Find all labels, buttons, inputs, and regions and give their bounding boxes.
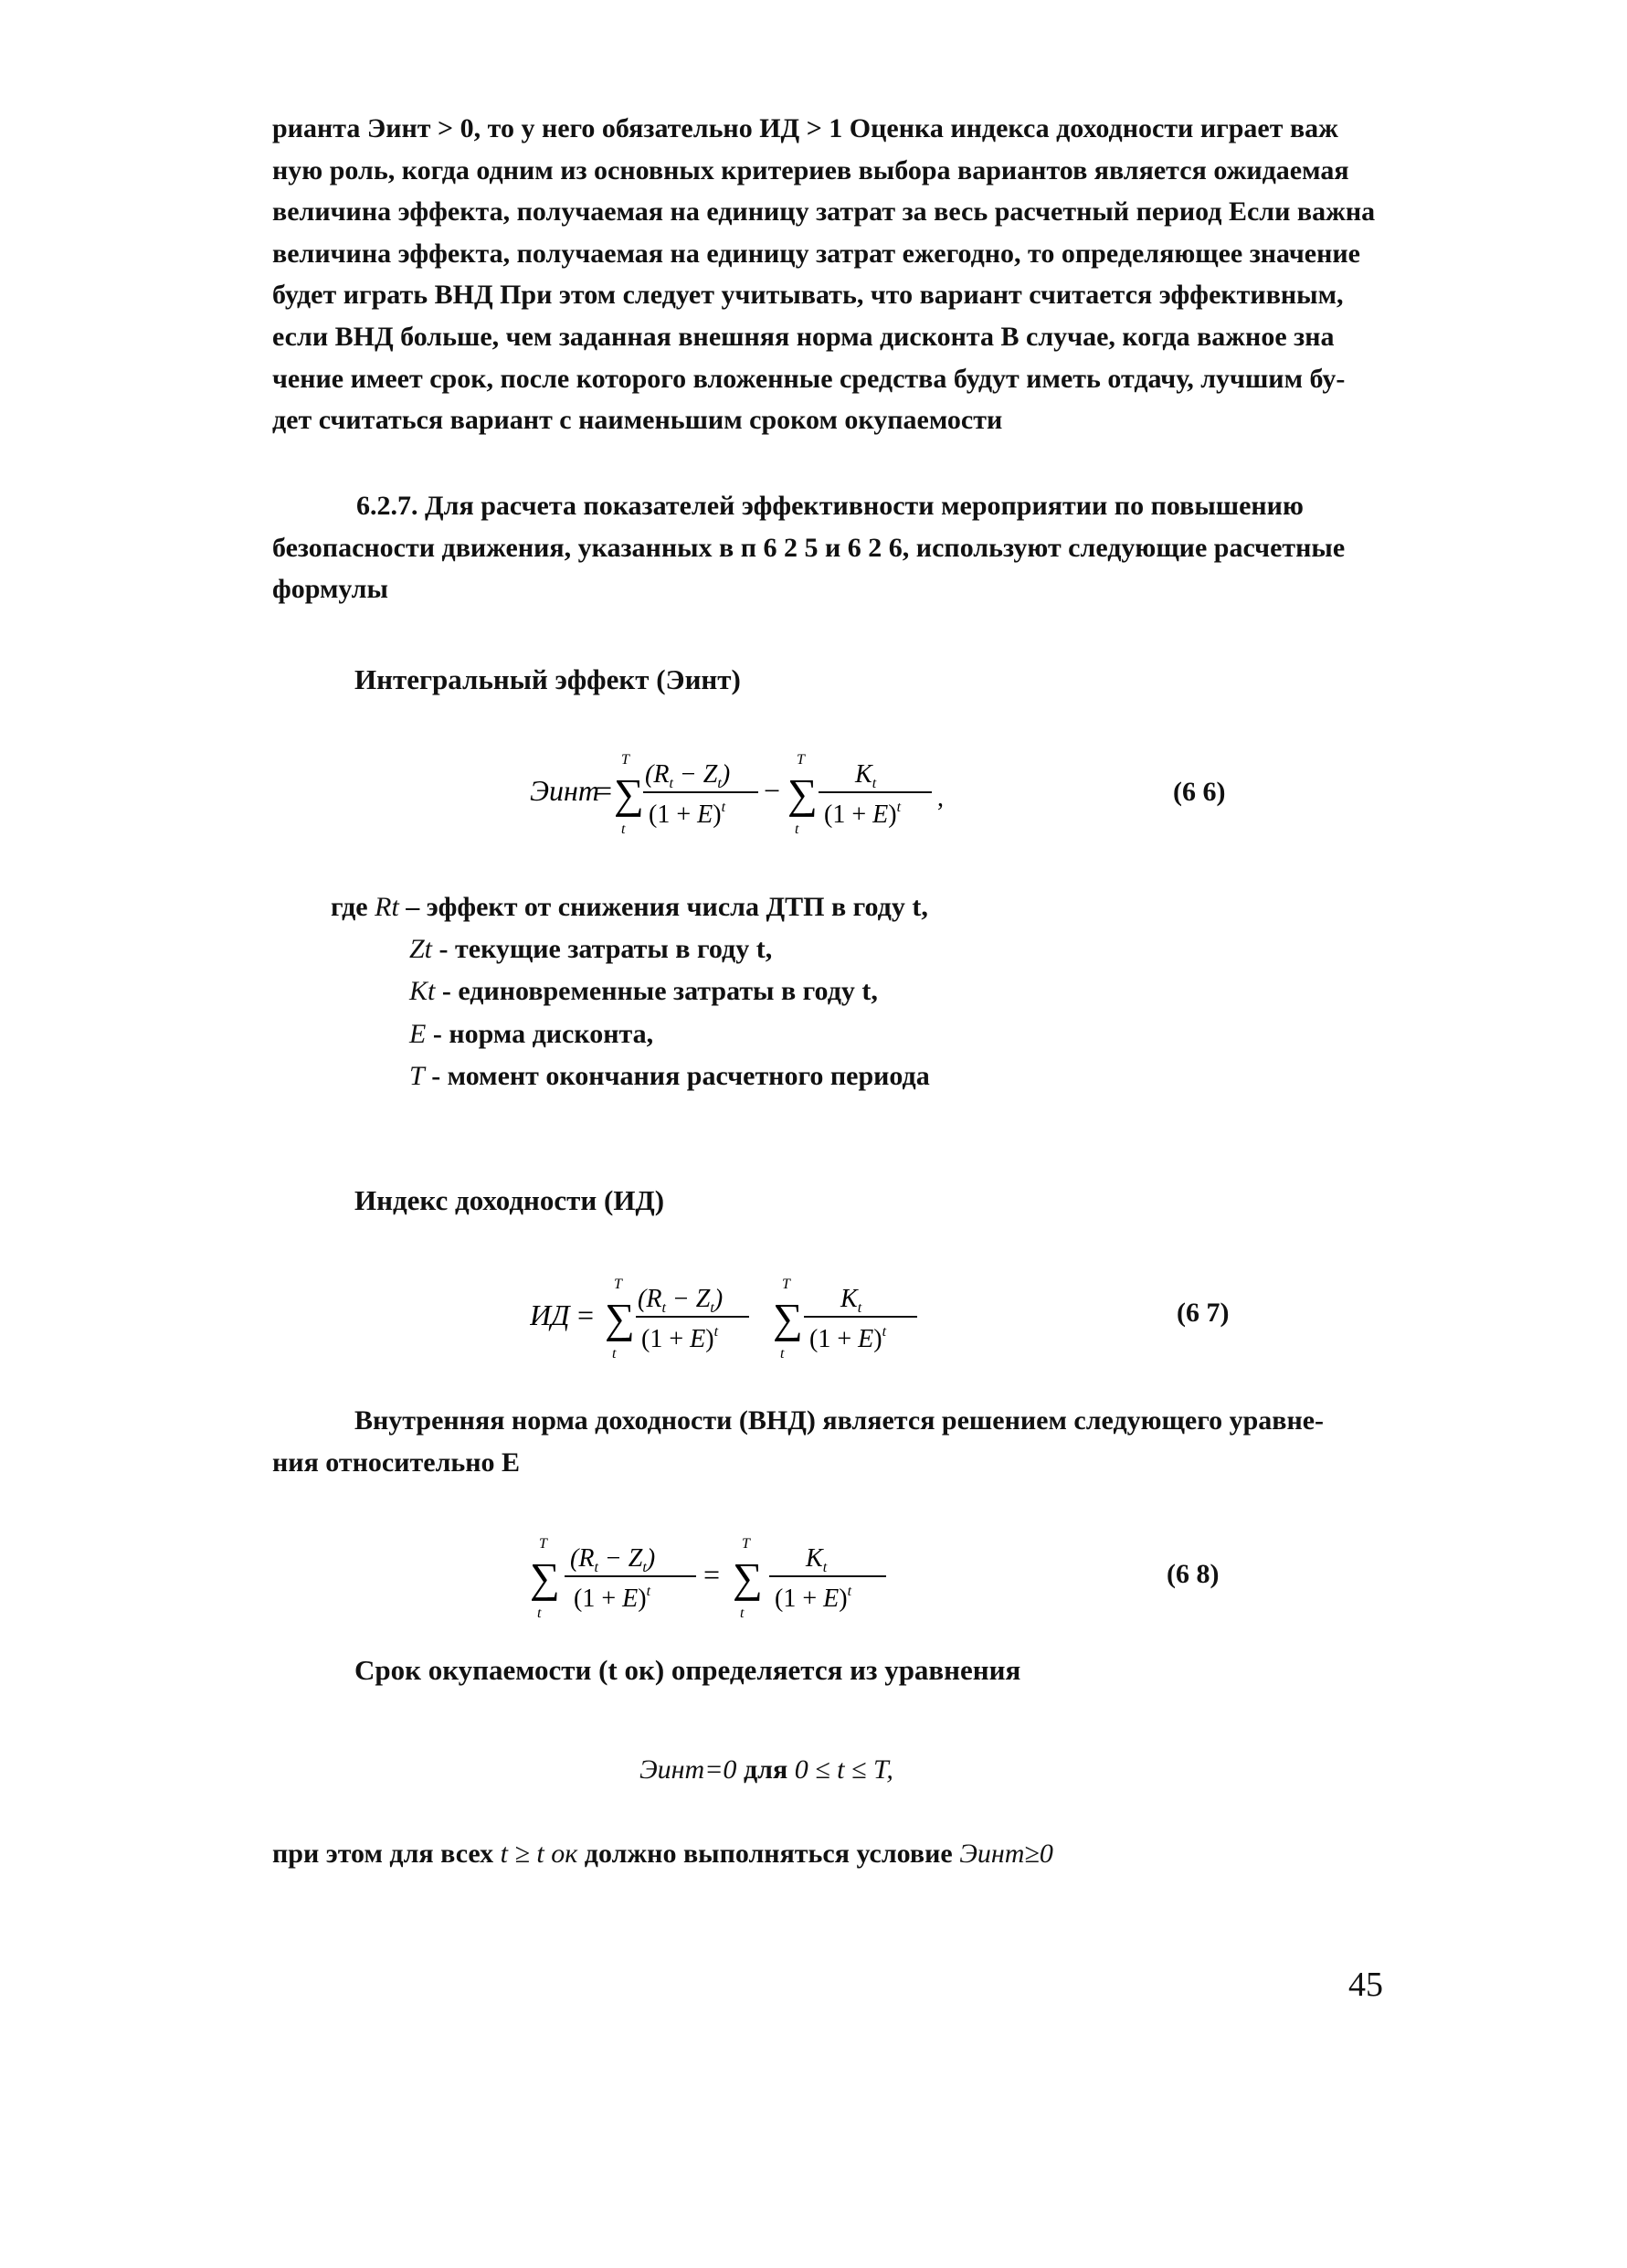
definition-symbol: Zt <box>409 934 433 965</box>
paragraph-irr <box>272 1400 1368 1483</box>
denominator: $(1 + E)^t$ <box>649 800 726 829</box>
text-line: величина эффекта, получаемая на единицу затрат ежегодно, то определяющее значение <box>272 238 1360 269</box>
definition-text: – эффект от снижения числа ДТП в году t, <box>398 892 928 922</box>
numerator-k: $K_t$ <box>855 760 877 791</box>
numerator-r-minus-z: $(R_t - Z_t)$ <box>645 760 731 791</box>
text-line: будет играть ВНД При этом следует учитывать, что вариант считается эффективным, <box>272 280 1344 311</box>
condition-expression: t ≥ t ок <box>500 1839 578 1869</box>
text-line <box>272 1400 1368 1442</box>
sum-lower-limit: t <box>740 1606 745 1621</box>
heading-payback-period <box>354 1654 1020 1687</box>
text-fragment: должно выполняться условие <box>577 1839 960 1869</box>
text-fragment: определяется из уравнения <box>664 1654 1021 1686</box>
sum-lower-limit: t <box>612 1346 617 1362</box>
definition-text: - единовременные затраты в году t, <box>435 976 878 1007</box>
page-number: 45 <box>1348 1966 1383 2004</box>
definition-text: - момент окончания расчетного периода <box>424 1060 930 1091</box>
numerator-r-minus-z: $(R_t - Z_t)$ <box>638 1285 724 1316</box>
definition-item <box>331 1055 930 1097</box>
payback-term: Срок окупаемости (t ок) <box>354 1654 665 1686</box>
text-line: рианта Эинт > 0, то у него обязательно ИД > 1 Оценка индекса доходности играет важ <box>272 113 1338 143</box>
formula-profitability-index <box>530 1266 932 1367</box>
text-line: ную роль, когда одним из основных критериев выбора вариантов является ожидаемая <box>272 154 1349 185</box>
section-number: 6.2.7. <box>356 491 418 521</box>
text-line: если ВНД больше, чем заданная внешняя норма дисконта В случае, когда важное зна <box>272 321 1335 352</box>
formula-minus: − <box>764 774 781 807</box>
sum-upper-limit: T <box>782 1277 790 1292</box>
condition-expression: Эинт≥0 <box>959 1839 1053 1869</box>
equation-number: (6 6) <box>1173 777 1226 807</box>
definition-symbol: E <box>409 1018 427 1049</box>
text-line: Для расчета показателей эффективности мероприятии по повышению <box>425 491 1304 521</box>
sum-symbol: ∑ <box>614 770 644 817</box>
definition-symbol: T <box>409 1060 425 1091</box>
sum-lower-limit: t <box>537 1606 542 1621</box>
numerator-r-minus-z: $(R_t - Z_t)$ <box>570 1544 656 1575</box>
definition-text: - текущие затраты в году t, <box>432 934 773 965</box>
sum-upper-limit: T <box>614 1277 622 1292</box>
formula-irr-equation <box>530 1526 914 1627</box>
text-fragment: при этом для всех <box>272 1839 501 1869</box>
denominator: $(1 + E)^t$ <box>641 1324 719 1353</box>
denominator: $(1 + E)^t$ <box>574 1584 651 1613</box>
paragraph-section-6-2-7 <box>272 485 1368 610</box>
sum-symbol: ∑ <box>733 1554 763 1601</box>
definition-item <box>331 1013 930 1055</box>
text-line: формулы <box>272 574 388 605</box>
numerator-k: $K_t$ <box>806 1544 828 1575</box>
definition-item <box>331 970 930 1012</box>
denominator: $(1 + E)^t$ <box>809 1324 887 1353</box>
text-line <box>272 485 1368 527</box>
sum-lower-limit: t <box>621 821 626 837</box>
formula-equals: = <box>596 774 613 807</box>
payback-condition-line <box>272 1839 1053 1870</box>
text-fragment: является решением следующего уравне- <box>815 1405 1325 1436</box>
sum-upper-limit: T <box>797 752 805 768</box>
formula-equals: = <box>577 1298 595 1331</box>
irr-term: Внутренняя норма доходности (ВНД) <box>354 1405 816 1436</box>
text-line: чение имеет срок, после которого вложенные средства будут иметь отдачу, лучшим бу- <box>272 363 1346 394</box>
text-line: величина эффекта, получаемая на единицу затрат за весь расчетный период Если важна <box>272 196 1376 228</box>
formula-lhs: ИД <box>530 1298 570 1331</box>
where-label: где <box>331 892 368 922</box>
text-line: безопасности движения, указанных в п 6 2 5 и 6 2 6, используют следующие расчетные <box>272 532 1346 563</box>
formula-comma: , <box>937 784 944 812</box>
sum-upper-limit: T <box>742 1536 750 1552</box>
denominator: $(1 + E)^t$ <box>775 1584 852 1613</box>
text-line: ния относительно E <box>272 1447 521 1478</box>
equation-number: (6 7) <box>1177 1298 1230 1328</box>
sum-upper-limit: T <box>621 752 629 768</box>
text-fragment: для <box>736 1754 795 1785</box>
sum-upper-limit: T <box>539 1536 547 1552</box>
sum-symbol: ∑ <box>787 770 818 817</box>
text-line: дет считаться вариант с наименьшим сроком окупаемости <box>272 405 1003 436</box>
definition-item <box>331 928 930 970</box>
definition-item <box>331 886 930 928</box>
equation-condition: 0 ≤ t ≤ T, <box>794 1754 893 1785</box>
definition-text: - норма дисконта, <box>426 1018 654 1049</box>
payback-equation <box>639 1754 893 1786</box>
definitions-list <box>331 886 930 1097</box>
formula-lhs: Эинт <box>530 774 599 807</box>
sum-lower-limit: t <box>795 821 799 837</box>
numerator-k: $K_t$ <box>840 1285 862 1316</box>
sum-symbol: ∑ <box>605 1295 635 1341</box>
sum-symbol: ∑ <box>530 1554 560 1601</box>
definition-symbol: Kt <box>409 976 436 1007</box>
paragraph-index-importance <box>272 108 1376 441</box>
formula-integral-effect <box>530 742 968 843</box>
sum-symbol: ∑ <box>773 1295 803 1341</box>
heading-profitability-index: Индекс доходности (ИД) <box>354 1184 665 1216</box>
definition-symbol: Rt <box>375 892 399 922</box>
denominator: $(1 + E)^t$ <box>824 800 902 829</box>
heading-integral-effect: Интегральный эффект (Эинт) <box>354 663 741 695</box>
formula-equals: = <box>703 1558 721 1591</box>
equation-lhs: Эинт=0 <box>639 1754 737 1785</box>
equation-number: (6 8) <box>1167 1559 1220 1589</box>
sum-lower-limit: t <box>780 1346 785 1362</box>
